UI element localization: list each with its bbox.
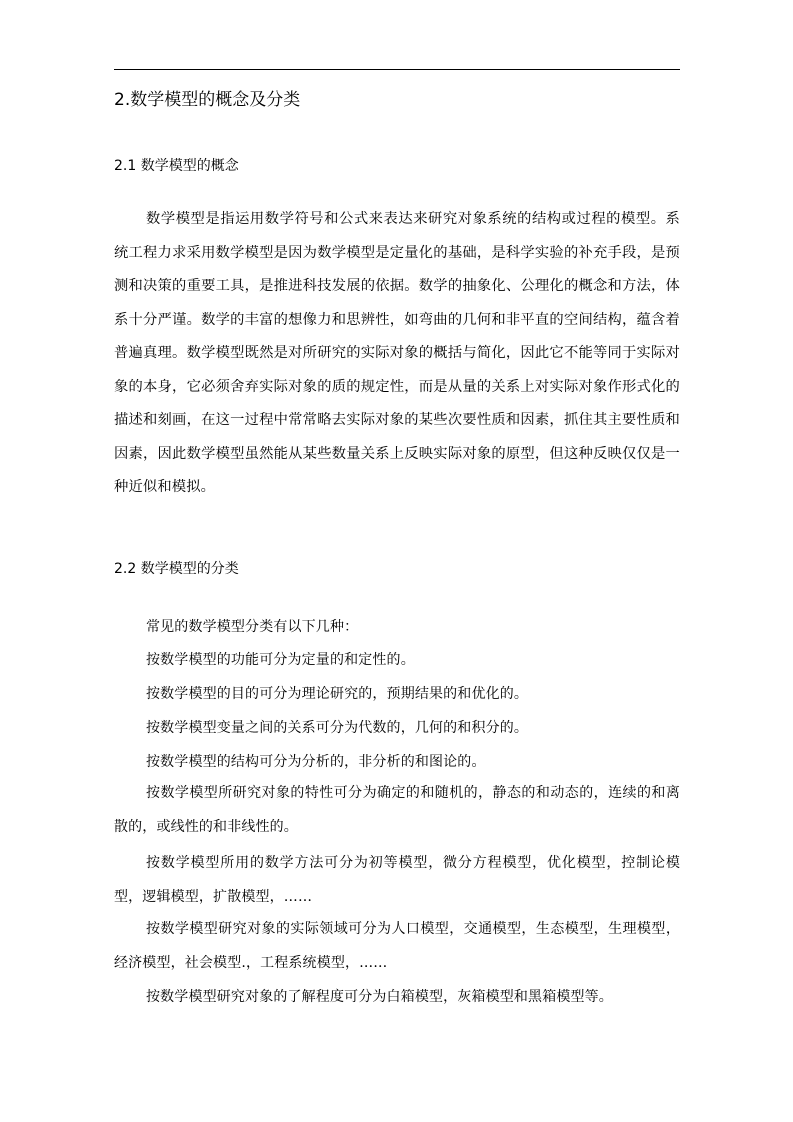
classification-item: 按数学模型所研究对象的特性可分为确定的和随机的，静态的和动态的，连续的和离散的，或线性的和非线性的。 xyxy=(114,785,680,835)
classification-item: 按数学模型变量之间的关系可分为代数的，几何的和积分的。 xyxy=(146,720,529,736)
classification-item: 按数学模型的目的可分为理论研究的，预期结果的和优化的。 xyxy=(146,686,529,702)
section-title: 2.数学模型的概念及分类 xyxy=(114,90,301,110)
subsection-title-classification: 2.2 数学模型的分类 xyxy=(114,561,239,577)
header-rule xyxy=(114,69,680,70)
classification-intro: 常见的数学模型分类有以下几种： xyxy=(146,619,359,635)
subsection-title-concept: 2.1 数学模型的概念 xyxy=(114,158,239,174)
classification-item: 按数学模型的结构可分为分析的，非分析的和图论的。 xyxy=(146,754,486,770)
classification-item: 按数学模型所用的数学方法可分为初等模型，微分方程模型，优化模型，控制论模型，逻辑模型，扩散模型，…… xyxy=(114,855,680,905)
classification-item: 按数学模型研究对象的实际领域可分为人口模型，交通模型，生态模型，生理模型，经济模型，社会模型.，工程系统模型，…… xyxy=(114,921,680,971)
concept-paragraph: 数学模型是指运用数学符号和公式来表达来研究对象系统的结构或过程的模型。系统工程力求采用数学模型是因为数学模型是定量化的基础，是科学实验的补充手段，是预测和决策的重要工具，是推进科技发展的依据。数学的抽象化、公理化的概念和方法，体系十分严谨。数学的丰富的想像力和思辨性，如弯曲的几何和非平直的空间结构，蕴含着普遍真理。数学模型既然是对所研究的实际对象的概括与简化，因此它不能等同于实际对象的本身，它必须舍弃实际对象的质的规定性，而是从量的关系上对实际对象作形式化的描述和刻画，在这一过程中常常略去实际对象的某些次要性质和因素，抓住其主要性质和因素，因此数学模型虽然能从某些数量关系上反映实际对象的原型，但这种反映仅仅是一种近似和模拟。 xyxy=(114,211,680,495)
classification-item: 按数学模型研究对象的了解程度可分为白箱模型，灰箱模型和黑箱模型等。 xyxy=(146,989,613,1005)
classification-item: 按数学模型的功能可分为定量的和定性的。 xyxy=(146,652,415,668)
